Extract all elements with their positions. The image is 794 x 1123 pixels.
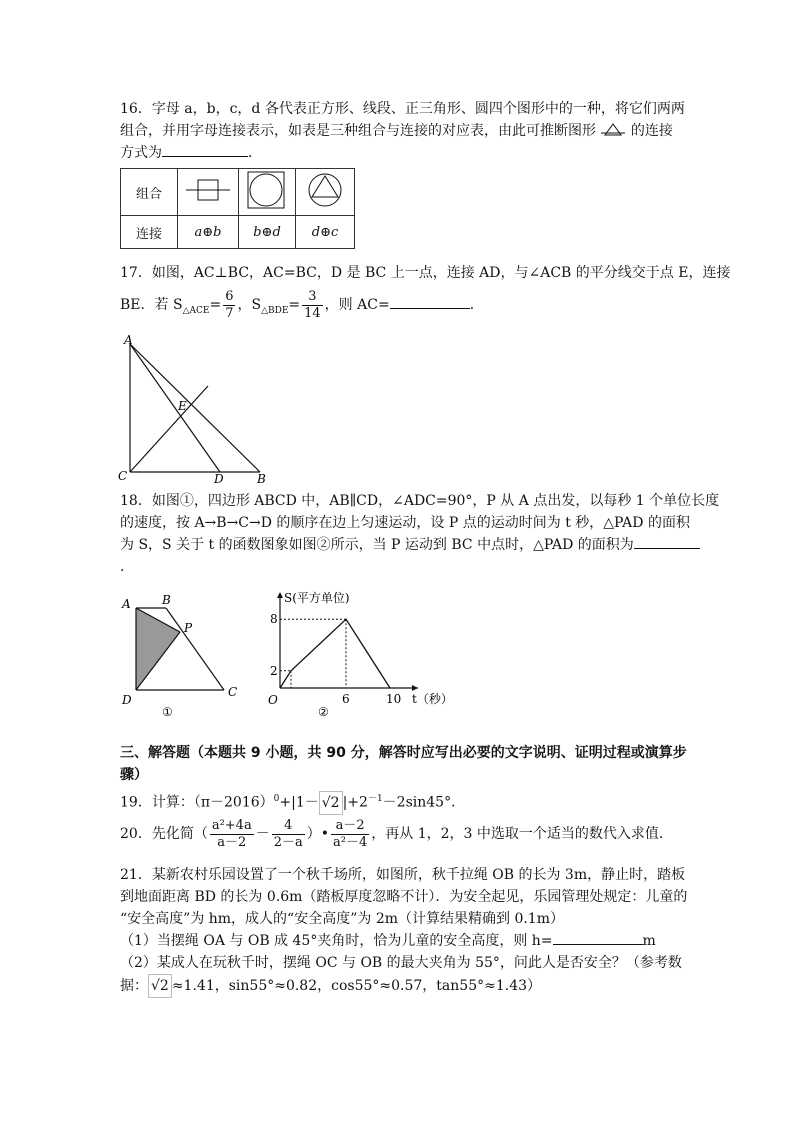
q18-line3-text: 为 S，S 关于 t 的函数图象如图②所示，当 P 运动到 BC 中点时，△PAD 的面积为 (120, 537, 634, 553)
q20-f1-den: a－2 (217, 834, 247, 850)
series-line-S (280, 619, 390, 688)
q21-unit: m (642, 933, 656, 949)
frac2-den: 14 (304, 305, 321, 321)
row-label-combo: 组合 (121, 169, 178, 216)
combo-square-circle (239, 169, 296, 216)
q21-line4 (120, 930, 656, 952)
x-axis-arrow (412, 685, 418, 691)
q17-suffix: ，则 AC= (324, 297, 390, 313)
q18-period: ． (120, 559, 134, 575)
conn3-right: c (330, 224, 339, 240)
frac1-den: 7 (225, 305, 234, 321)
row-label-connect: 连接 (121, 216, 178, 249)
q20-prefix: 20．先化简（ (120, 826, 208, 842)
fig1-label-B: B (162, 593, 171, 607)
section3-title-line1: 三、解答题（本题共 9 小题，共 90 分，解答时应写出必要的文字说明、证明过程或演算步 (120, 745, 687, 761)
q16-line2-text: 组合，并用字母连接表示，如表是三种组合与连接的对应表，由此可推断图形 (120, 123, 596, 139)
q20-suffix: ，再从 1，2，3 中选取一个适当的数代入求值． (371, 826, 673, 842)
label-A: A (124, 333, 133, 347)
q17-line2: BE．若 $S_{\triangle ACE}=$ $\frac{6}{7}$ ，$S_{\triangle BDE}=$ $\frac{3}{14}$ ，则 AC= ． (120, 288, 484, 321)
label-C: C (118, 469, 128, 483)
q20-f2-den: 2－a (273, 834, 303, 850)
q20-f3-num: a－2 (331, 818, 369, 835)
y-axis-label: S(平方单位) (284, 591, 350, 605)
y-tick-label-2: 8 (270, 612, 278, 627)
q19-text-a: 19．计算：（π－2016） (120, 794, 274, 811)
y-axis-arrow (277, 592, 283, 598)
q20-f3-den: a²－4 (333, 834, 368, 850)
q19-text-d: －2sin45°． (382, 794, 466, 811)
frac1-num: 6 (225, 288, 234, 304)
q20-fraction-3 (331, 818, 369, 851)
circle-triangle-combo-icon (302, 170, 348, 210)
connection-1: a⊕b (178, 216, 239, 249)
q20-fraction-2 (272, 818, 305, 851)
fig1-label-D: D (122, 693, 132, 707)
answer-blank[interactable] (634, 534, 700, 549)
q20-line (120, 814, 673, 854)
fig1-label-A: A (122, 597, 131, 611)
fig1-caption: ① (162, 705, 173, 719)
q18-figure-1 (121, 593, 237, 719)
q21-line6-a: 据： (120, 978, 148, 994)
q20-f1-num: a²+4a (211, 817, 252, 833)
q19-sup1: －1 (367, 794, 383, 804)
x-axis-label: t（秒） (412, 692, 453, 706)
q21-line2: 到地面距离 BD 的长为 0.6m（踏板厚度忽略不计）．为安全起见，乐园管理处规定：儿童的 (120, 889, 688, 905)
combo-square-segment (178, 169, 239, 216)
q17-mid: ，S (237, 297, 262, 313)
section3-title-line2: 骤） (120, 767, 148, 783)
q18-figure-2-chart (268, 590, 453, 719)
conn1-left: a (194, 224, 203, 240)
answer-blank[interactable] (390, 294, 470, 309)
fig1-label-P: P (184, 621, 193, 635)
q17-line1: 17．如图，AC⊥BC，AC=BC，D 是 BC 上一点，连接 AD，与∠ACB 的平分线交于点 E，连接 (120, 265, 731, 281)
combo-circle-triangle (296, 169, 355, 216)
q17-prefix: BE．若 S (120, 297, 183, 313)
label-E: E (178, 399, 187, 413)
label-D: D (214, 472, 224, 486)
q21-line6-b: ≈1.41，sin55°≈0.82，cos55°≈0.57，tan55°≈1.43） (171, 978, 542, 994)
square-circle-icon (244, 170, 290, 210)
q18-line2: 的速度，按 A→B→C→D 的顺序在边上匀速运动，设 P 点的运动时间为 t 秒，△PAD 的面积 (120, 515, 690, 531)
q18-line3 (120, 534, 700, 556)
x-tick-label-3: 10 (386, 692, 402, 706)
q21-line5: （2）某成人在玩秋千时，摆绳 OC 与 OB 的最大夹角为 55°，问此人是否安全？（参考数 (120, 955, 682, 971)
q21-line4-text: （1）当摆绳 OA 与 OB 成 45°夹角时，恰为儿童的安全高度，则 h= (120, 933, 553, 949)
fig1-label-C: C (228, 685, 238, 699)
q17-sub2: △BDE (261, 305, 289, 316)
conn1-right: b (213, 224, 222, 240)
circle-triangle-icon (600, 122, 626, 140)
answer-blank[interactable] (162, 142, 248, 157)
connection-3: d⊕c (296, 216, 355, 249)
q21-line3: “安全高度”为 hm，成人的“安全高度”为 2m（计算结果精确到 0.1m） (120, 911, 564, 927)
answer-blank[interactable] (553, 930, 643, 945)
q21-line6 (120, 974, 541, 998)
q18-line1: 18．如图①，四边形 ABCD 中，AB∥CD，∠ADC=90°，P 从 A 点出发，以每秒 1 个单位长度 (120, 493, 720, 509)
conn2-left: b (253, 224, 262, 240)
conn2-right: d (272, 224, 281, 240)
label-B: B (257, 472, 266, 486)
q16-line3-text: 方式为 (120, 145, 162, 161)
q20-close: ） (306, 826, 321, 842)
q19-sup0: 0 (273, 794, 280, 804)
connection-2: b⊕d (239, 216, 296, 249)
square-segment-icon (183, 172, 233, 208)
q16-line3: 方式为 ． (120, 142, 262, 164)
q19-sqrt: √2 (319, 791, 343, 815)
q21-line1: 21．某新农村乐园设置了一个秋千场所，如图所，秋千拉绳 OB 的长为 3m，静止时，踏板 (120, 867, 686, 883)
x-tick-label-2: 6 (342, 692, 350, 706)
q19-text-b: +|1－ (279, 794, 319, 811)
q16-line1: 16．字母 a，b，c，d 各代表正方形、线段、正三角形、圆四个图形中的一种，将它们两两 (120, 101, 685, 117)
origin-label: O (268, 693, 278, 707)
q18-figures (118, 590, 458, 720)
q19-text-c: |+2 (342, 794, 368, 811)
y-tick-label-1: 2 (270, 663, 278, 678)
combination-table (120, 168, 355, 249)
fig2-caption: ② (318, 705, 329, 719)
q20-minus: － (255, 826, 270, 842)
q20-dot: • (320, 826, 330, 842)
q21-sqrt: √2 (148, 974, 172, 998)
frac2-num: 3 (302, 289, 323, 306)
conn3-left: d (311, 224, 321, 240)
q20-fraction-1 (210, 818, 254, 851)
q16-line2-tail: 的连接 (630, 123, 673, 139)
q17-fraction-1 (223, 289, 235, 322)
q17-fraction-2 (302, 289, 323, 322)
q17-figure (112, 330, 282, 490)
q16-line2 (120, 120, 673, 142)
q19-line (120, 788, 465, 815)
q17-sub1: △ACE (182, 305, 210, 316)
q20-f2-num: 4 (272, 818, 305, 835)
